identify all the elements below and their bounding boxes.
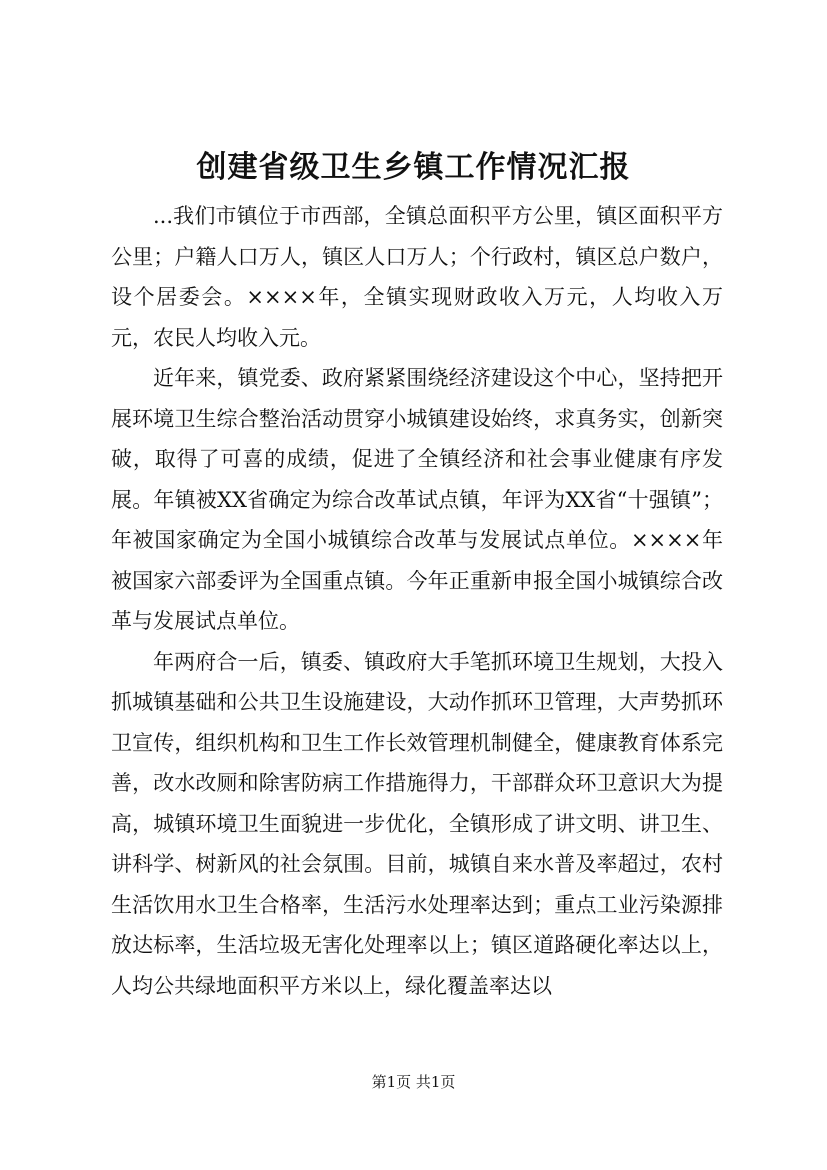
paragraph-sanitation-work: 年两府合一后，镇委、镇政府大手笔抓环境卫生规划，大投入抓城镇基础和公共卫生设施建设，大动作抓环卫管理，大声势抓环卫宣传，组织机构和卫生工作长效管理机制健全，健康教育体系完善，改水改厕和除害防病工作措施得力，干部群众环卫意识大为提高，城镇环境卫生面貌进一步优化，全镇形成了讲文明、讲卫生、讲科学、树新风的社会氛围。目前，城镇自来水普及率超过，农村生活饮用水卫生合格率，生活污水处理率达到；重点工业污染源排放达标率，生活垃圾无害化处理率以上；镇区道路硬化率达以上，人均公共绿地面积平方米以上，绿化覆盖率达以: [111, 649, 723, 998]
page-footer: 第1页 共1页: [371, 1073, 456, 1091]
document-body: [111, 196, 723, 1006]
paragraph-achievements: 近年来，镇党委、政府紧紧围绕经济建设这个中心，坚持把开展环境卫生综合整治活动贯穿小城镇建设始终，求真务实，创新突破，取得了可喜的成绩，促进了全镇经济和社会事业健康有序发展。年镇被XX省确定为综合改革试点镇，年评为XX省“十强镇”；年被国家确定为全国小城镇综合改革与发展试点单位。××××年被国家六部委评为全国重点镇。今年正重新申报全国小城镇综合改革与发展试点单位。: [111, 366, 723, 633]
paragraph-intro: ...我们市镇位于市西部，全镇总面积平方公里，镇区面积平方公里；户籍人口万人，镇区人口万人；个行政村，镇区总户数户，设个居委会。××××年，全镇实现财政收入万元，人均收入万元，农民人均收入元。: [111, 204, 723, 350]
document-title: 创建省级卫生乡镇工作情况汇报: [196, 150, 631, 185]
